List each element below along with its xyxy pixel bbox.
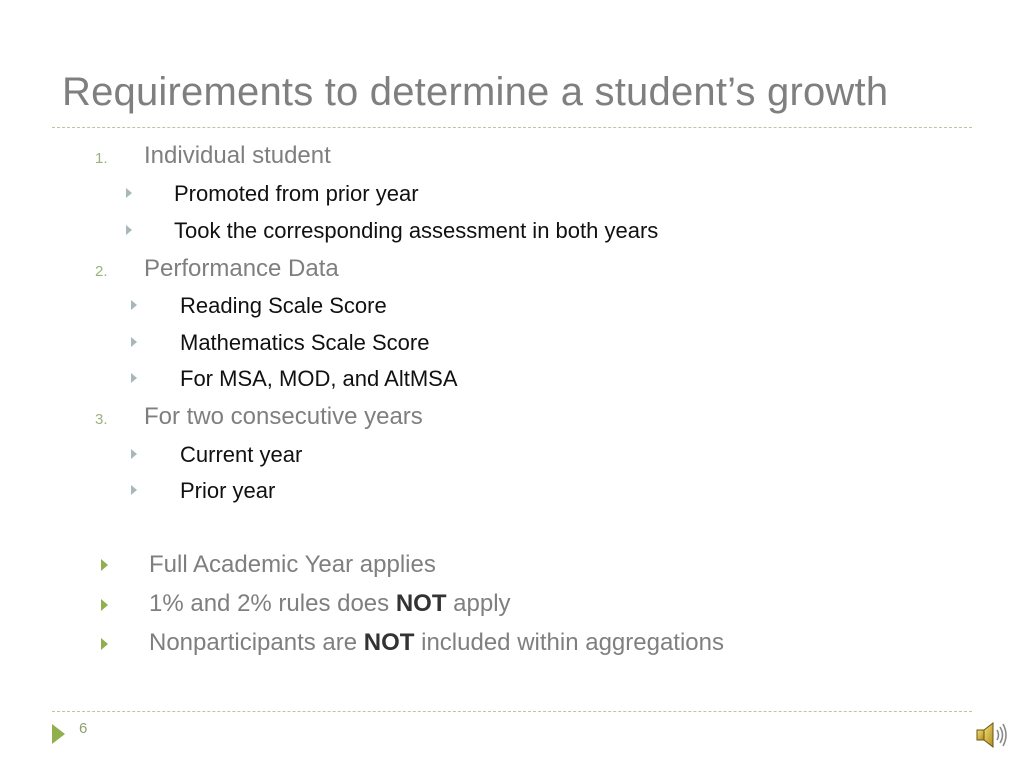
triangle-bullet-icon (126, 188, 132, 198)
subitem-2-2: Mathematics Scale Score (180, 330, 430, 355)
slide-title: Requirements to determine a student’s growth (62, 70, 889, 114)
title-divider (52, 127, 972, 128)
triangle-bullet-icon (131, 449, 137, 459)
emphasis-not: NOT (363, 629, 415, 656)
emphasis-not: NOT (395, 590, 447, 617)
item-number-2: 2. (95, 263, 108, 280)
item-label-2: Performance Data (144, 255, 339, 282)
page-number: 6 (79, 720, 88, 737)
triangle-bullet-icon (131, 300, 137, 310)
triangle-bullet-icon (131, 373, 137, 383)
speaker-icon[interactable] (974, 718, 1010, 752)
triangle-bullet-icon (101, 599, 108, 611)
bullet-nonparticipants: Nonparticipants are NOT included within aggregations (149, 629, 724, 656)
subitem-1-1: Promoted from prior year (174, 181, 419, 206)
subitem-3-1: Current year (180, 442, 303, 467)
subitem-3-2: Prior year (180, 478, 276, 503)
item-number-3: 3. (95, 411, 108, 428)
triangle-bullet-icon (101, 638, 108, 650)
subitem-2-3: For MSA, MOD, and AltMSA (180, 366, 458, 391)
subitem-2-1: Reading Scale Score (180, 293, 387, 318)
triangle-bullet-icon (131, 485, 137, 495)
bullet-full-academic-year: Full Academic Year applies (149, 551, 436, 578)
item-label-3: For two consecutive years (144, 403, 423, 430)
triangle-bullet-icon (126, 225, 132, 235)
triangle-bullet-icon (101, 559, 108, 571)
bullet-rules-not-apply: 1% and 2% rules does NOT apply (149, 590, 511, 617)
triangle-right-icon[interactable] (52, 724, 65, 744)
triangle-bullet-icon (131, 337, 137, 347)
footer-divider (52, 711, 972, 712)
item-number-1: 1. (95, 150, 108, 167)
subitem-1-2: Took the corresponding assessment in both years (174, 218, 659, 243)
item-label-1: Individual student (144, 142, 331, 169)
